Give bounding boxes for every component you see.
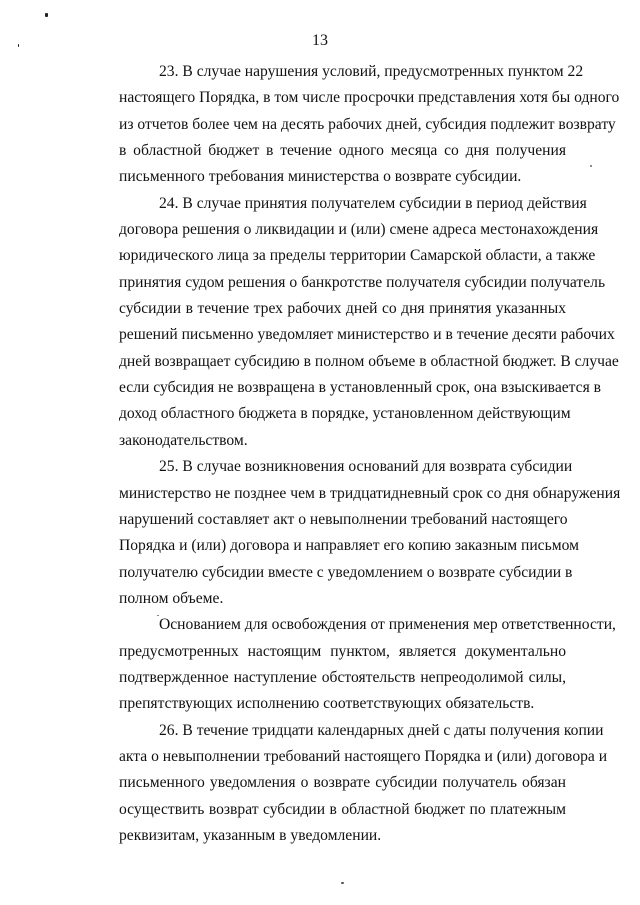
text-line: юридического лица за пределы территории Самарской области, а также xyxy=(119,247,596,265)
text-line: получателю субсидии вместе с уведомлением о возврате субсидии в xyxy=(119,563,573,581)
document-body xyxy=(79,59,621,849)
text-line: полном объеме. xyxy=(119,589,224,607)
text-line: Основанием для освобождения от применения мер ответственности, xyxy=(159,616,616,634)
text-line: 24. В случае принятия получателем субсидии в период действия xyxy=(159,194,587,212)
text-line: в областной бюджет в течение одного месяца со дня получения xyxy=(119,142,566,160)
text-line: препятствующих исполнению соответствующих обязательств. xyxy=(119,695,535,713)
paragraph-26 xyxy=(79,718,608,850)
text-line: нарушений составляет акт о невыполнении требований настоящего xyxy=(119,510,568,528)
text-line: настоящего Порядка, в том числе просрочки представления хотя бы одного xyxy=(119,89,620,107)
text-line: если субсидия не возвращена в установленный срок, она взыскивается в xyxy=(119,379,602,397)
text-line: договора решения о ликвидации и (или) смене адреса местонахождения xyxy=(119,221,599,239)
paragraph-24 xyxy=(79,191,619,454)
text-line: письменного уведомления о возврате субсидии получатель обязан xyxy=(119,774,566,792)
text-line: решений письменно уведомляет министерство и в течение десяти рабочих xyxy=(119,326,615,344)
text-line: законодательством. xyxy=(119,431,248,449)
text-line: принятия судом решения о банкротстве получателя субсидии получатель xyxy=(119,273,606,291)
text-line: Порядка и (или) договора и направляет его копию заказным письмом xyxy=(119,537,579,555)
text-line: 23. В случае нарушения условий, предусмотренных пунктом 22 xyxy=(159,63,584,80)
text-line: дней возвращает субсидию в полном объеме в областной бюджет. В случае xyxy=(119,352,619,370)
text-line: акта о невыполнении требований настоящего Порядка и (или) договора и xyxy=(119,747,608,765)
paragraph-25-exemption xyxy=(79,612,616,717)
scan-speck-mark xyxy=(341,882,344,884)
text-line: 25. В случае возникновения оснований для возврата субсидии xyxy=(159,458,573,476)
text-line: реквизитам, указанным в уведомлении. xyxy=(119,826,382,844)
text-line: из отчетов более чем на десять рабочих дней, субсидия подлежит возврату xyxy=(119,115,616,133)
scan-speck-mark xyxy=(45,13,48,17)
page-number: 13 xyxy=(312,32,328,49)
text-line: 26. В течение тридцати календарных дней с даты получения копии xyxy=(159,721,604,739)
paragraph-25 xyxy=(79,454,621,612)
scan-speck-mark xyxy=(590,165,592,167)
text-line: осуществить возврат субсидии в областной бюджет по платежным xyxy=(119,800,566,818)
text-line: министерство не позднее чем в тридцатидневный срок со дня обнаружения xyxy=(119,484,621,502)
text-line: подтвержденное наступление обстоятельств непреодолимой силы, xyxy=(119,668,566,686)
text-line: доход областного бюджета в порядке, установленном действующим xyxy=(119,405,571,423)
text-line: письменного требования министерства о возврате субсидии. xyxy=(119,168,522,186)
paragraph-23 xyxy=(79,59,620,191)
text-line: субсидии в течение трех рабочих дней со дня принятия указанных xyxy=(119,300,566,318)
text-line: предусмотренных настоящим пунктом, является документально xyxy=(119,642,566,660)
